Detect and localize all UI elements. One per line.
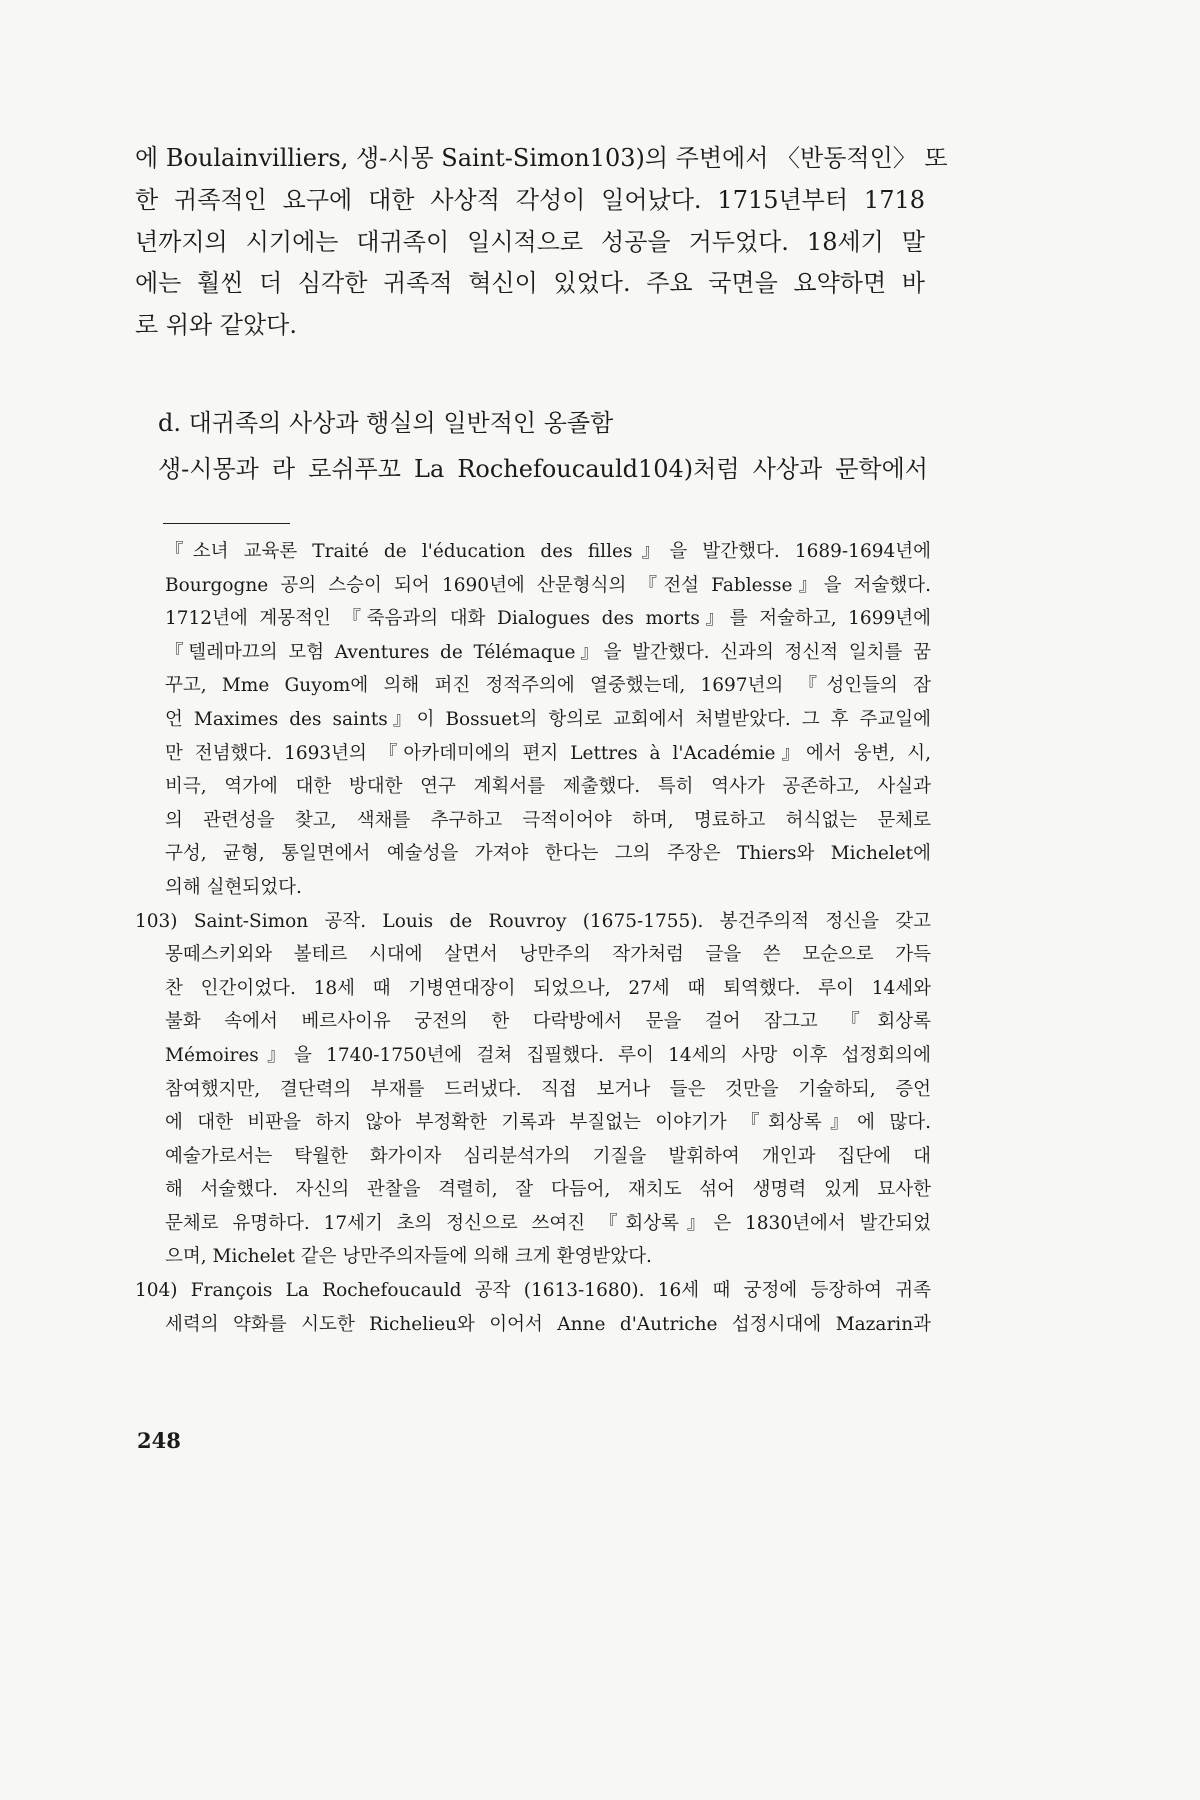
footnote-line: Mémoires』을 1740-1750년에 걸쳐 집필했다. 루이 14세의 사망 이후 섭정회의에	[165, 1044, 931, 1066]
footnote-line: 『소녀 교육론 Traité de l'éducation des filles』을 발간했다. 1689-1694년에	[165, 541, 931, 562]
footnote-line: 의해 실현되었다.	[165, 876, 302, 898]
footnote-line: 문체로 유명하다. 17세기 초의 정신으로 쓰여진 『회상록』은 1830년에서 발간되었	[165, 1212, 931, 1234]
body-line: 에 Boulainvilliers, 생-시몽 Saint-Simon103)의 주변에서 〈반동적인〉 또	[135, 144, 948, 172]
section-first-line: 생-시몽과 라 로쉬푸꼬 La Rochefoucauld104)처럼 사상과 문학에서	[158, 455, 928, 483]
footnote-line: 1712년에 계몽적인 『죽음과의 대화 Dialogues des morts』를 저술하고, 1699년에	[165, 608, 931, 630]
footnote-continued	[165, 535, 931, 905]
footnote-line: Bourgogne 공의 스승이 되어 1690년에 산문형식의 『전설 Fablesse』을 저술했다.	[165, 574, 931, 596]
body-paragraph	[135, 138, 948, 347]
body-line: 년까지의 시기에는 대귀족이 일시적으로 성공을 거두었다. 18세기 말	[135, 227, 925, 256]
footnote-line: 예술가로서는 탁월한 화가이자 심리분석가의 기질을 발휘하여 개인과 집단에 대	[165, 1145, 931, 1167]
footnote-line: 참여했지만, 결단력의 부재를 드러냈다. 직접 보거나 들은 것만을 기술하되, 증언	[165, 1078, 931, 1100]
footnote-line: 『텔레마끄의 모험 Aventures de Télémaque』을 발간했다. 신과의 정신적 일치를 꿈	[165, 641, 931, 663]
footnote-line: 에 대한 비판을 하지 않아 부정확한 기록과 부질없는 이야기가 『회상록』에 많다.	[165, 1112, 931, 1134]
footnote-line: 103) Saint-Simon 공작. Louis de Rouvroy (1675-1755). 봉건주의적 정신을 갖고	[135, 910, 931, 932]
footnote-line: 꾸고, Mme Guyom에 의해 퍼진 정적주의에 열중했는데, 1697년의 『성인들의 잠	[165, 675, 931, 697]
section-heading: d. 대귀족의 사상과 행실의 일반적인 옹졸함	[158, 409, 614, 437]
footnote-line: 몽떼스키외와 볼테르 시대에 살면서 낭만주의 작가처럼 글을 쓴 모순으로 가득	[165, 944, 931, 966]
footnote-line: 해 서술했다. 자신의 관찰을 격렬히, 잘 다듬어, 재치도 섞어 생명력 있게 묘사한	[165, 1179, 931, 1201]
footnote-line: 만 전념했다. 1693년의 『아카데미에의 편지 Lettres à l'Académie』에서 웅변, 시,	[165, 742, 931, 764]
footnotes	[135, 535, 931, 1341]
footnote-104	[135, 1274, 931, 1341]
footnote-line: 언 Maximes des saints』이 Bossuet의 항의로 교회에서 처벌받았다. 그 후 주교일에	[165, 708, 931, 730]
footnote-line: 구성, 균형, 통일면에서 예술성을 가져야 한다는 그의 주장은 Thiers와 Michelet에	[165, 843, 931, 865]
footnote-line: 세력의 약화를 시도한 Richelieu와 이어서 Anne d'Autriche 섭정시대에 Mazarin과	[165, 1313, 931, 1335]
footnote-line: 찬 인간이었다. 18세 때 기병연대장이 되었으나, 27세 때 퇴역했다. 루이 14세와	[165, 977, 931, 999]
footnote-line: 의 관련성을 찾고, 색채를 추구하고 극적이어야 하며, 명료하고 허식없는 문체로	[165, 809, 931, 831]
footnote-line: 비극, 역가에 대한 방대한 연구 계획서를 제출했다. 특히 역사가 공존하고, 사실과	[165, 776, 931, 798]
footnote-line: 불화 속에서 베르사이유 궁전의 한 다락방에서 문을 걸어 잠그고 『회상록	[165, 1011, 931, 1033]
footnote-separator	[163, 523, 290, 524]
body-line: 로 위와 같았다.	[135, 311, 297, 340]
page-number: 248	[137, 1428, 181, 1453]
footnote-line: 104) François La Rochefoucauld 공작 (1613-1680). 16세 때 궁정에 등장하여 귀족	[135, 1280, 931, 1302]
body-line: 한 귀족적인 요구에 대한 사상적 각성이 일어났다. 1715년부터 1718	[135, 185, 925, 214]
footnote-103	[135, 905, 931, 1275]
body-line: 에는 훨씬 더 심각한 귀족적 혁신이 있었다. 주요 국면을 요약하면 바	[135, 269, 925, 298]
footnote-line: 으며, Michelet 같은 낭만주의자들에 의해 크게 환영받았다.	[165, 1246, 652, 1268]
